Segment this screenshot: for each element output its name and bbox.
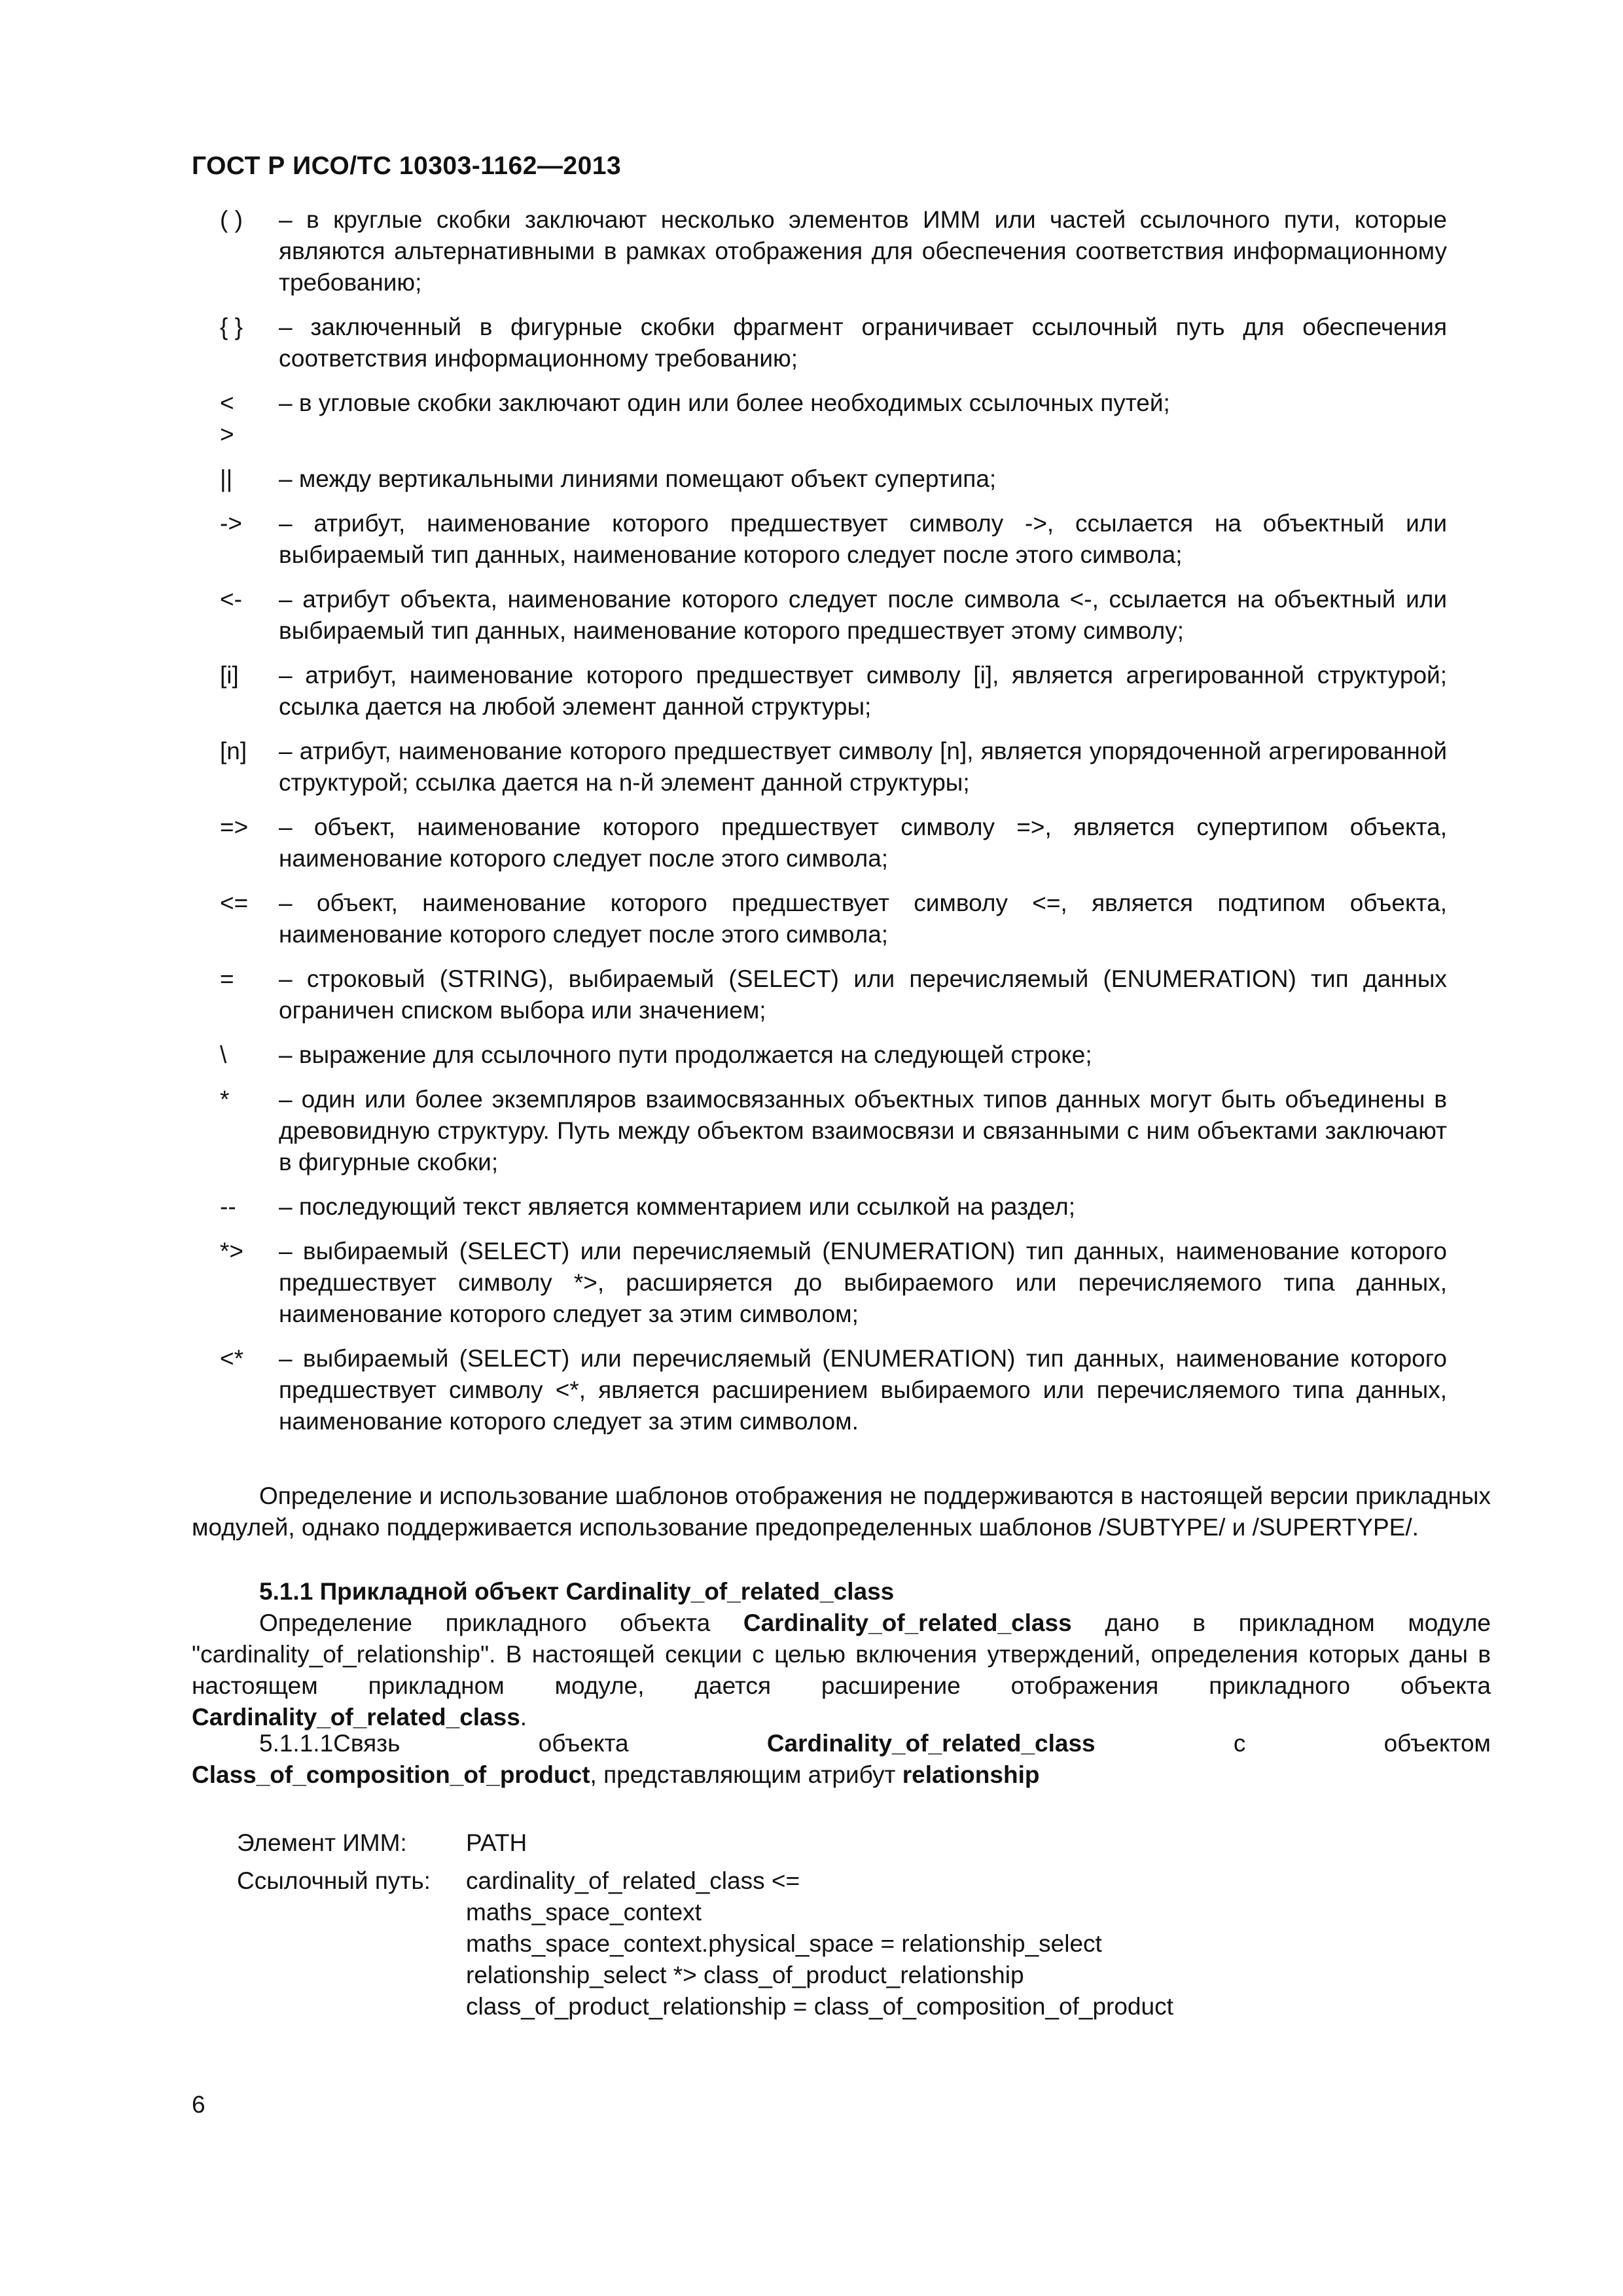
section-5111-word: с [1233,1730,1246,1757]
definition-dash: – [279,965,307,992]
definition-text: объект, наименование которого предшествует символу =>, является супертипом объекта, наименование которого следует после этого символа; [279,814,1447,872]
reference-path-line: cardinality_of_related_class <= [466,1867,800,1894]
section-511-text: дано в прикладном модуле "cardinality_of_relationship". В настоящей секции с целью включения утверждений, определения которых даны в настоящем прикладном модуле, дается расширение отображения прикладного объекта [192,1609,1491,1699]
definition-dash: – [279,465,299,492]
definition-item [220,312,1447,374]
definition-text: в круглые скобки заключают несколько элементов ИММ или частей ссылочного пути, которые являются альтернативными в рамках отображения для обеспечения соответствия информационному требованию; [279,206,1447,296]
definition-symbol: || [220,465,233,492]
section-5111-text: , представляющим атрибут [590,1761,902,1788]
section-5111-heading-line2 [192,1759,1039,1791]
definition-dash: – [279,206,307,233]
definition-dash: – [279,662,306,689]
page-number: 6 [192,2091,205,2118]
definition-text: атрибут объекта, наименование которого следует после символа <-, ссылается на объектный или выбираемый тип данных, наименование которого предшествует этому символу; [279,586,1447,644]
definition-text: атрибут, наименование которого предшествует символу ->, ссылается на объектный или выбираемый тип данных, наименование которого следует после этого символа; [279,510,1447,568]
definition-dash: – [279,314,311,340]
definition-item [220,204,1447,298]
entity-name: Class_of_composition_of_product [192,1761,590,1788]
definition-text: выбираемый (SELECT) или перечисляемый (ENUMERATION) тип данных, наименование которого предшествует символу <*, является расширением выбираемого или перечисляемого типа данных, наименование которого следует за этим символом. [279,1345,1447,1435]
templates-paragraph: Определение и использование шаблонов отображения не поддерживаются в настоящей версии прикладных модулей, однако поддерживается использование предопределенных шаблонов /SUBTYPE/ и /SUPERTYPE/. [192,1482,1491,1541]
reference-path-line: maths_space_context [466,1899,702,1926]
definition-item [220,463,1447,495]
definition-item [220,387,1447,450]
definition-symbol: < > [220,389,234,448]
mapping-label: Элемент ИММ: [237,1829,407,1856]
reference-path-line: maths_space_context.physical_space = relationship_select [466,1930,1102,1957]
definition-symbol: -> [220,510,242,537]
section-5111-number: 5.1.1.1Связь [259,1730,401,1757]
document-header: ГОСТ Р ИСО/ТС 10303-1162—2013 [192,152,622,180]
definition-symbol: <= [220,889,249,916]
attribute-name: relationship [902,1761,1040,1788]
definition-symbol: { } [220,314,243,340]
definition-symbol: [i] [220,662,239,689]
definition-item [220,1039,1447,1071]
definition-text: строковый (STRING), выбираемый (SELECT) или перечисляемый (ENUMERATION) тип данных ограничен списком выбора или значением; [279,965,1447,1024]
definition-dash: – [279,889,317,916]
definition-item [220,888,1447,950]
definition-item [220,812,1447,874]
mapping-row-path [237,1865,1173,2022]
reference-path [466,1865,1173,2022]
definition-dash: – [279,1238,303,1265]
definition-dash: – [279,1345,303,1372]
definition-text: атрибут, наименование которого предшествует символу [i], является агрегированной структурой; ссылка дается на любой элемент данной структуры; [279,662,1448,720]
definition-symbol: * [220,1086,230,1113]
reference-path-line: class_of_product_relationship = class_of_composition_of_product [466,1993,1173,2020]
definition-text: атрибут, наименование которого предшествует символу [n], является упорядоченной агрегированной структурой; ссылка дается на n-й элемент данной структуры; [279,738,1447,796]
section-5111-word: объекта [538,1730,629,1757]
mapping-label: Ссылочный путь: [237,1867,431,1894]
definition-text: выражение для ссылочного пути продолжается на следующей строке; [298,1041,1092,1068]
section-511-heading: 5.1.1 Прикладной объект Cardinality_of_related_class [259,1578,895,1605]
definition-item [220,508,1447,571]
definition-symbol: -- [220,1193,236,1220]
definition-text: заключенный в фигурные скобки фрагмент ограничивает ссылочный путь для обеспечения соответствия информационному требованию; [279,314,1448,372]
definition-symbol: \ [220,1041,227,1068]
definition-item [220,736,1447,798]
mapping-table [237,1827,1173,2029]
definition-item [220,1191,1447,1223]
definition-text: объект, наименование которого предшествует символу <=, является подтипом объекта, наименование которого следует после этого символа; [279,889,1447,948]
mapping-value: PATH [466,1829,527,1856]
definition-item [220,1343,1447,1437]
definition-text: между вертикальными линиями помещают объект супертипа; [298,465,997,492]
section-511-text: Определение прикладного объекта [259,1609,743,1636]
definition-symbol: [n] [220,738,247,764]
mapping-row-element [237,1827,1173,1859]
symbol-definitions-list [220,204,1447,1450]
definition-symbol: = [220,965,234,992]
definition-item [220,1084,1447,1178]
definition-dash: – [279,738,300,764]
entity-name: Cardinality_of_related_class [766,1730,1096,1757]
definition-symbol: *> [220,1238,244,1265]
definition-dash: – [279,814,314,840]
definition-item [220,660,1447,723]
definition-item [220,584,1447,647]
definition-symbol: <- [220,586,242,613]
section-511-text: . [520,1704,527,1731]
definition-dash: – [279,1193,299,1220]
entity-name: Cardinality_of_related_class [192,1704,520,1731]
section-5111-word: объектом [1383,1730,1491,1757]
definition-text: один или более экземпляров взаимосвязанных объектных типов данных могут быть объединены в древовидную структуру. Путь между объектом взаимосвязи и связанными с ним объектами заключают в фигурные скобки; [279,1086,1448,1175]
definition-text: выбираемый (SELECT) или перечисляемый (ENUMERATION) тип данных, наименование которого предшествует символу *>, расширяется до выбираемого или перечисляемого типа данных, наименование которого следует за этим символом; [279,1238,1447,1327]
definition-dash: – [279,586,303,613]
definition-item [220,963,1447,1026]
entity-name: Cardinality_of_related_class [743,1609,1072,1636]
definition-text: последующий текст является комментарием или ссылкой на раздел; [298,1193,1076,1220]
definition-symbol: ( ) [220,206,243,233]
definition-symbol: <* [220,1345,244,1372]
definition-symbol: => [220,814,249,840]
section-511-paragraph [192,1607,1491,1733]
reference-path-line: relationship_select *> class_of_product_relationship [466,1962,1024,1988]
definition-text: в угловые скобки заключают один или более необходимых ссылочных путей; [298,389,1170,416]
definition-dash: – [279,1086,302,1113]
definition-dash: – [279,510,314,537]
definition-item [220,1236,1447,1330]
definition-dash: – [279,389,299,416]
definition-dash: – [279,1041,299,1068]
section-5111-heading-line1 [259,1728,1491,1759]
